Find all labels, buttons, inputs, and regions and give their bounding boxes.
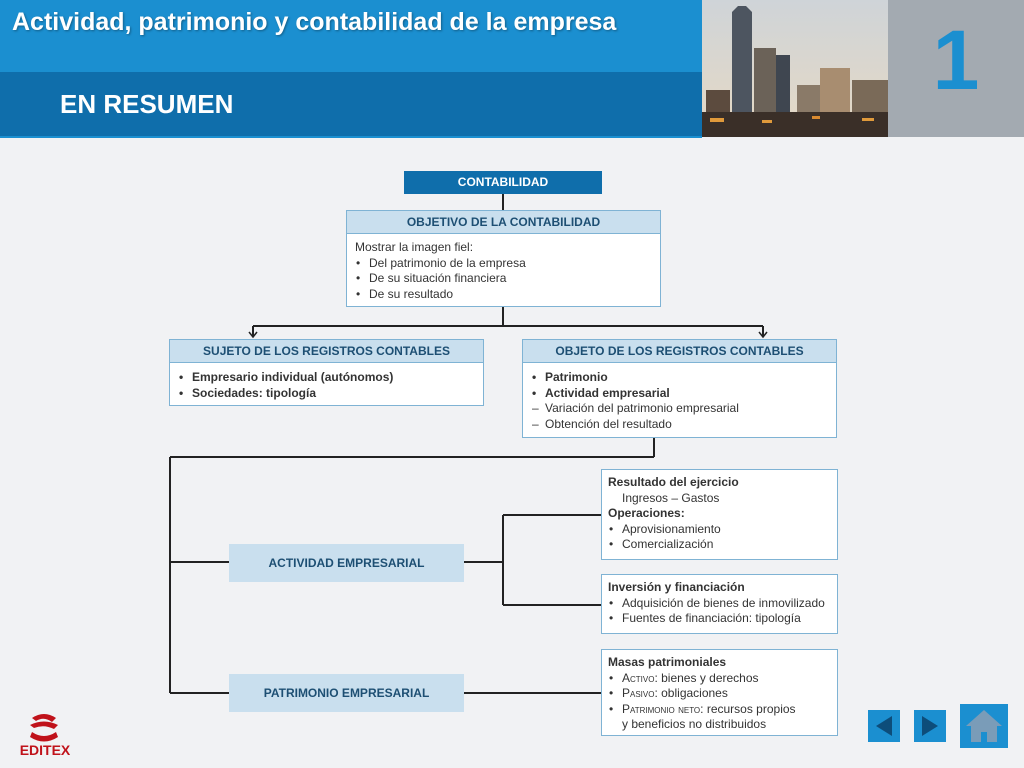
home-button[interactable] [960,704,1008,748]
list-item: • Comercialización [608,537,831,553]
list-item: • Actividad empresarial [531,386,828,402]
objeto-title: OBJETO DE LOS REGISTROS CONTABLES [523,340,836,363]
list-item: • De su situación financiera [355,271,652,287]
list-item: • Aprovisionamiento [608,522,831,538]
list-item: • Fuentes de financiación: tipología [608,611,831,627]
neto-label: Patrimonio neto [622,701,701,716]
list-item: • De su resultado [355,287,652,303]
actividad-box: ACTIVIDAD EMPRESARIAL [229,544,464,582]
masas-box [601,649,838,736]
root-box-contabilidad: CONTABILIDAD [404,171,602,194]
list-item: • Empresario individual (autónomos) [178,370,475,386]
pasivo-label: Pasivo [622,686,655,700]
editex-logo-icon [10,710,80,758]
neto-text: : recursos propios [700,701,796,716]
activo-label: Activo [622,670,655,685]
list-item [608,686,831,702]
sujeto-title: SUJETO DE LOS REGISTROS CONTABLES [170,340,483,363]
list-subitem: – Variación del patrimonio empresarial [531,401,828,417]
masas-title: Masas patrimoniales [608,655,727,669]
sujeto-box [169,339,484,406]
objetivo-intro: Mostrar la imagen fiel: [355,240,474,254]
inversion-box [601,574,838,634]
unit-number: 1 [932,13,980,107]
arrow-right-icon [914,710,946,742]
editex-logo [10,710,80,758]
inversion-title: Inversión y financiación [608,580,745,594]
logo-text: EDITEX [19,742,71,758]
list-item [608,702,831,718]
section-title: EN RESUMEN [60,89,234,119]
objeto-box [522,339,837,438]
resultado-title: Resultado del ejercicio [608,475,739,489]
list-item [608,671,831,687]
list-item: • Sociedades: tipología [178,386,475,402]
list-item: • Del patrimonio de la empresa [355,256,652,272]
objetivo-title: OBJETIVO DE LA CONTABILIDAD [347,211,660,234]
list-subitem: – Obtención del resultado [531,417,828,433]
previous-button[interactable] [868,710,900,742]
operaciones-title: Operaciones: [608,506,685,520]
list-item: • Adquisición de bienes de inmovilizado [608,596,831,612]
pasivo-text: : obligaciones [654,686,728,700]
arrow-left-icon [868,710,900,742]
resultado-line: Ingresos – Gastos [622,490,720,505]
objetivo-box [346,210,661,307]
home-icon [960,704,1008,748]
page-title: Actividad, patrimonio y contabilidad de la empresa [12,8,617,36]
neto-continuation: y beneficios no distribuidos [622,717,767,731]
patrimonio-box: PATRIMONIO EMPRESARIAL [229,674,464,712]
next-button[interactable] [914,710,946,742]
activo-text: : bienes y derechos [654,670,759,685]
resultado-box [601,469,838,560]
list-item: • Patrimonio [531,370,828,386]
